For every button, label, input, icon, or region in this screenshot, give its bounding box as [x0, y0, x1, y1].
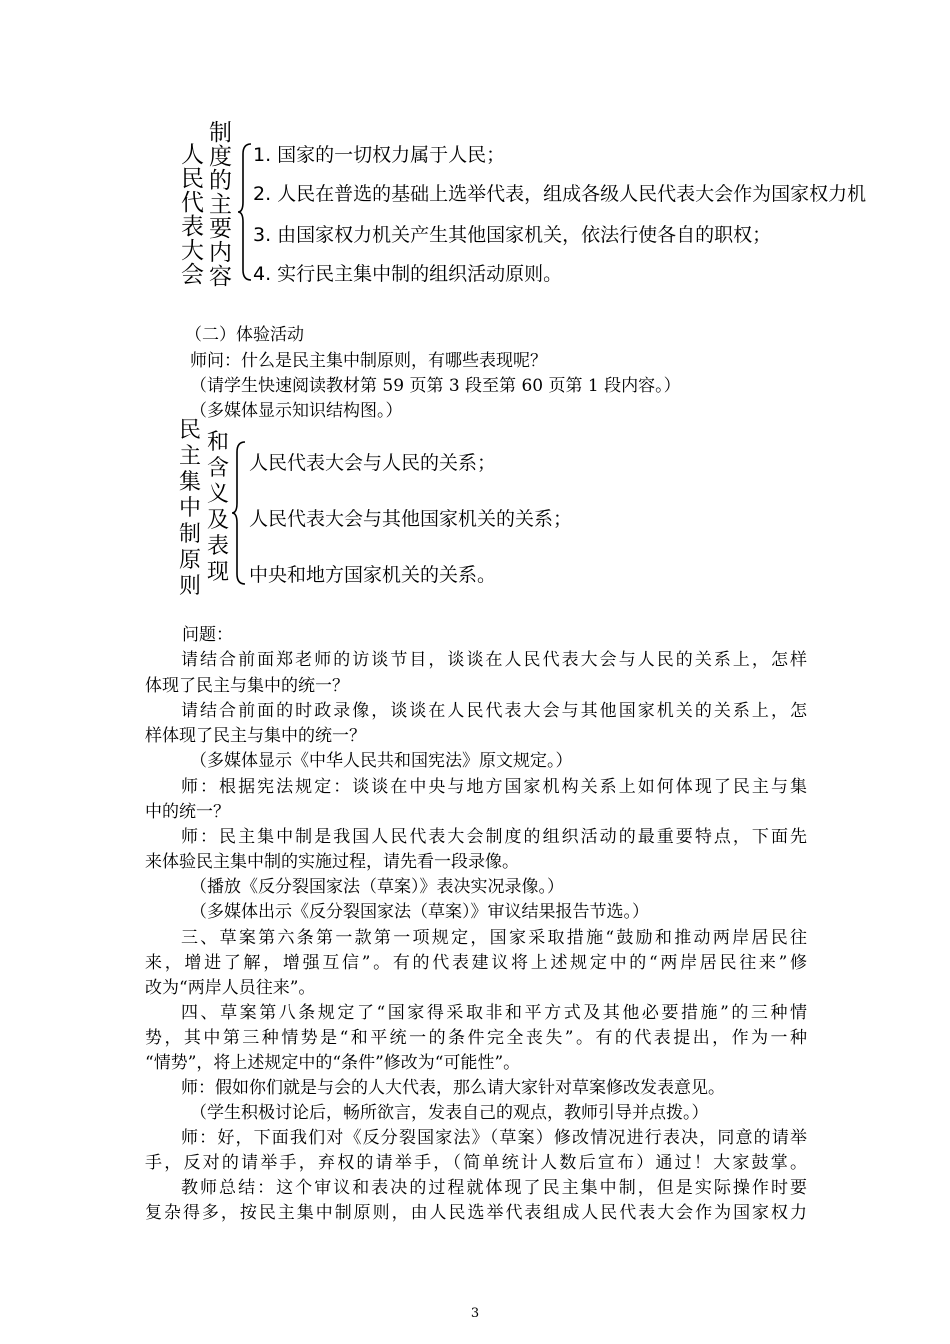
text-line: （请学生快速阅读教材第 59 页第 3 段至第 60 页第 1 段内容。） — [190, 376, 681, 396]
diagram1-left-char: 大 — [181, 238, 204, 264]
diagram1-brace-icon — [237, 142, 253, 282]
paragraph-line: 复杂得多，按民主集中制原则，由人民选举代表组成人民代表大会作为国家权力 — [145, 1203, 807, 1223]
diagram1-left-char: 表 — [181, 214, 204, 240]
diagram2-item: 人民代表大会与其他国家机关的关系； — [249, 508, 573, 530]
paragraph-line: 三、草案第六条第一款第一项规定，国家采取措施“鼓励和推动两岸居民往 — [181, 928, 807, 948]
diagram2-left-char: 制 — [179, 522, 202, 547]
paragraph-line: 请结合前面的时政录像，谈谈在人民代表大会与其他国家机关的关系上，怎 — [181, 701, 807, 721]
diagram2-left-char: 民 — [179, 418, 202, 443]
diagram1-right-char: 内 — [209, 240, 232, 266]
diagram1-right-label — [209, 122, 232, 290]
paragraph-line: 改为“两岸人员往来”。 — [145, 978, 316, 998]
paragraph-line: （多媒体出示《反分裂国家法（草案）》审议结果报告节选。） — [190, 902, 649, 922]
diagram1-left-char: 民 — [181, 166, 204, 192]
diagram2-left-char: 中 — [179, 496, 202, 521]
diagram2-item: 人民代表大会与人民的关系； — [249, 452, 497, 474]
diagram1-right-char: 度 — [209, 144, 232, 170]
text-line: （多媒体显示知识结构图。） — [190, 401, 403, 421]
diagram2-right-char: 表 — [207, 534, 230, 559]
diagram1-right-char: 主 — [209, 192, 232, 218]
paragraph-line: 势，其中第三种情势是“和平统一的条件完全丧失”。有的代表提出，作为一种 — [145, 1028, 807, 1048]
diagram2-brace-icon — [231, 440, 247, 586]
text-line: 师问：什么是民主集中制原则，有哪些表现呢？ — [190, 351, 547, 371]
paragraph-line: 师：好，下面我们对《反分裂国家法》（草案）修改情况进行表决，同意的请举 — [181, 1128, 807, 1148]
diagram1-right-char: 的 — [209, 168, 232, 194]
diagram2-right-char: 及 — [207, 508, 230, 533]
diagram2-left-char: 原 — [179, 548, 202, 573]
diagram1-item: 4. 实行民主集中制的组织活动原则。 — [253, 263, 563, 285]
diagram2-right-label — [207, 432, 229, 588]
paragraph-line: 中的统一？ — [145, 802, 230, 822]
diagram1-left-char: 人 — [181, 142, 204, 168]
diagram2-left-label — [179, 420, 201, 602]
paragraph-line: 师：假如你们就是与会的人大代表，那么请大家针对草案修改发表意见。 — [181, 1078, 725, 1098]
diagram2-item: 中央和地方国家机关的关系。 — [249, 564, 497, 586]
paragraph-line: （播放《反分裂国家法（草案）》表决实况录像。） — [190, 877, 564, 897]
paragraph-line: 师：民主集中制是我国人民代表大会制度的组织活动的最重要特点，下面先 — [181, 827, 807, 847]
paragraph-line: 教师总结：这个审议和表决的过程就体现了民主集中制，但是实际操作时要 — [181, 1178, 807, 1198]
paragraph-line: 来体验民主集中制的实施过程，请先看一段录像。 — [145, 852, 519, 872]
democratic-centralism-diagram — [175, 418, 735, 613]
npc-system-diagram — [175, 120, 950, 310]
diagram1-left-char: 会 — [181, 262, 204, 288]
diagram2-right-char: 和 — [207, 430, 230, 455]
diagram1-left-char: 代 — [181, 190, 204, 216]
diagram1-right-char: 制 — [209, 120, 232, 146]
diagram1-right-char: 要 — [209, 216, 232, 242]
paragraph-line: 师：根据宪法规定：谈谈在中央与地方国家机构关系上如何体现了民主与集 — [181, 777, 807, 797]
paragraph-line: （多媒体显示《中华人民共和国宪法》原文规定。） — [190, 751, 573, 771]
diagram2-right-char: 义 — [207, 482, 230, 507]
diagram2-left-char: 集 — [179, 470, 202, 495]
diagram1-item: 2. 人民在普选的基础上选举代表，组成各级人民代表大会作为国家权力机 — [253, 183, 867, 205]
diagram1-item: 1. 国家的一切权力属于人民； — [253, 144, 506, 166]
paragraph-line: 样体现了民主与集中的统一？ — [145, 726, 366, 746]
paragraph-line: “情势”，将上述规定中的“条件”修改为“可能性”。 — [145, 1053, 521, 1073]
diagram2-right-char: 含 — [207, 456, 230, 481]
diagram2-left-char: 主 — [179, 444, 202, 469]
paragraph-line: （学生积极讨论后，畅所欲言，发表自己的观点，教师引导并点拨。） — [190, 1103, 709, 1123]
paragraph-line: 手，反对的请举手，弃权的请举手，（简单统计人数后宣布）通过！大家鼓掌。 — [145, 1153, 807, 1173]
paragraph-line: 体现了民主与集中的统一？ — [145, 676, 349, 696]
diagram1-left-label — [181, 144, 204, 288]
paragraph-line: 问题： — [182, 625, 233, 645]
diagram1-item: 3. 由国家权力机关产生其他国家机关，依法行使各自的职权； — [253, 224, 772, 246]
paragraph-line: 四、草案第八条规定了“国家得采取非和平方式及其他必要措施”的三种情 — [181, 1003, 807, 1023]
page-number: 3 — [470, 1306, 480, 1321]
paragraph-line: 来，增进了解，增强互信”。有的代表建议将上述规定中的“两岸居民往来”修 — [145, 953, 807, 973]
paragraph-line: 请结合前面郑老师的访谈节目，谈谈在人民代表大会与人民的关系上，怎样 — [181, 650, 807, 670]
section-title: （二）体验活动 — [185, 325, 304, 345]
diagram1-right-char: 容 — [209, 264, 232, 290]
diagram2-right-char: 现 — [207, 560, 230, 585]
diagram2-left-char: 则 — [179, 574, 202, 599]
